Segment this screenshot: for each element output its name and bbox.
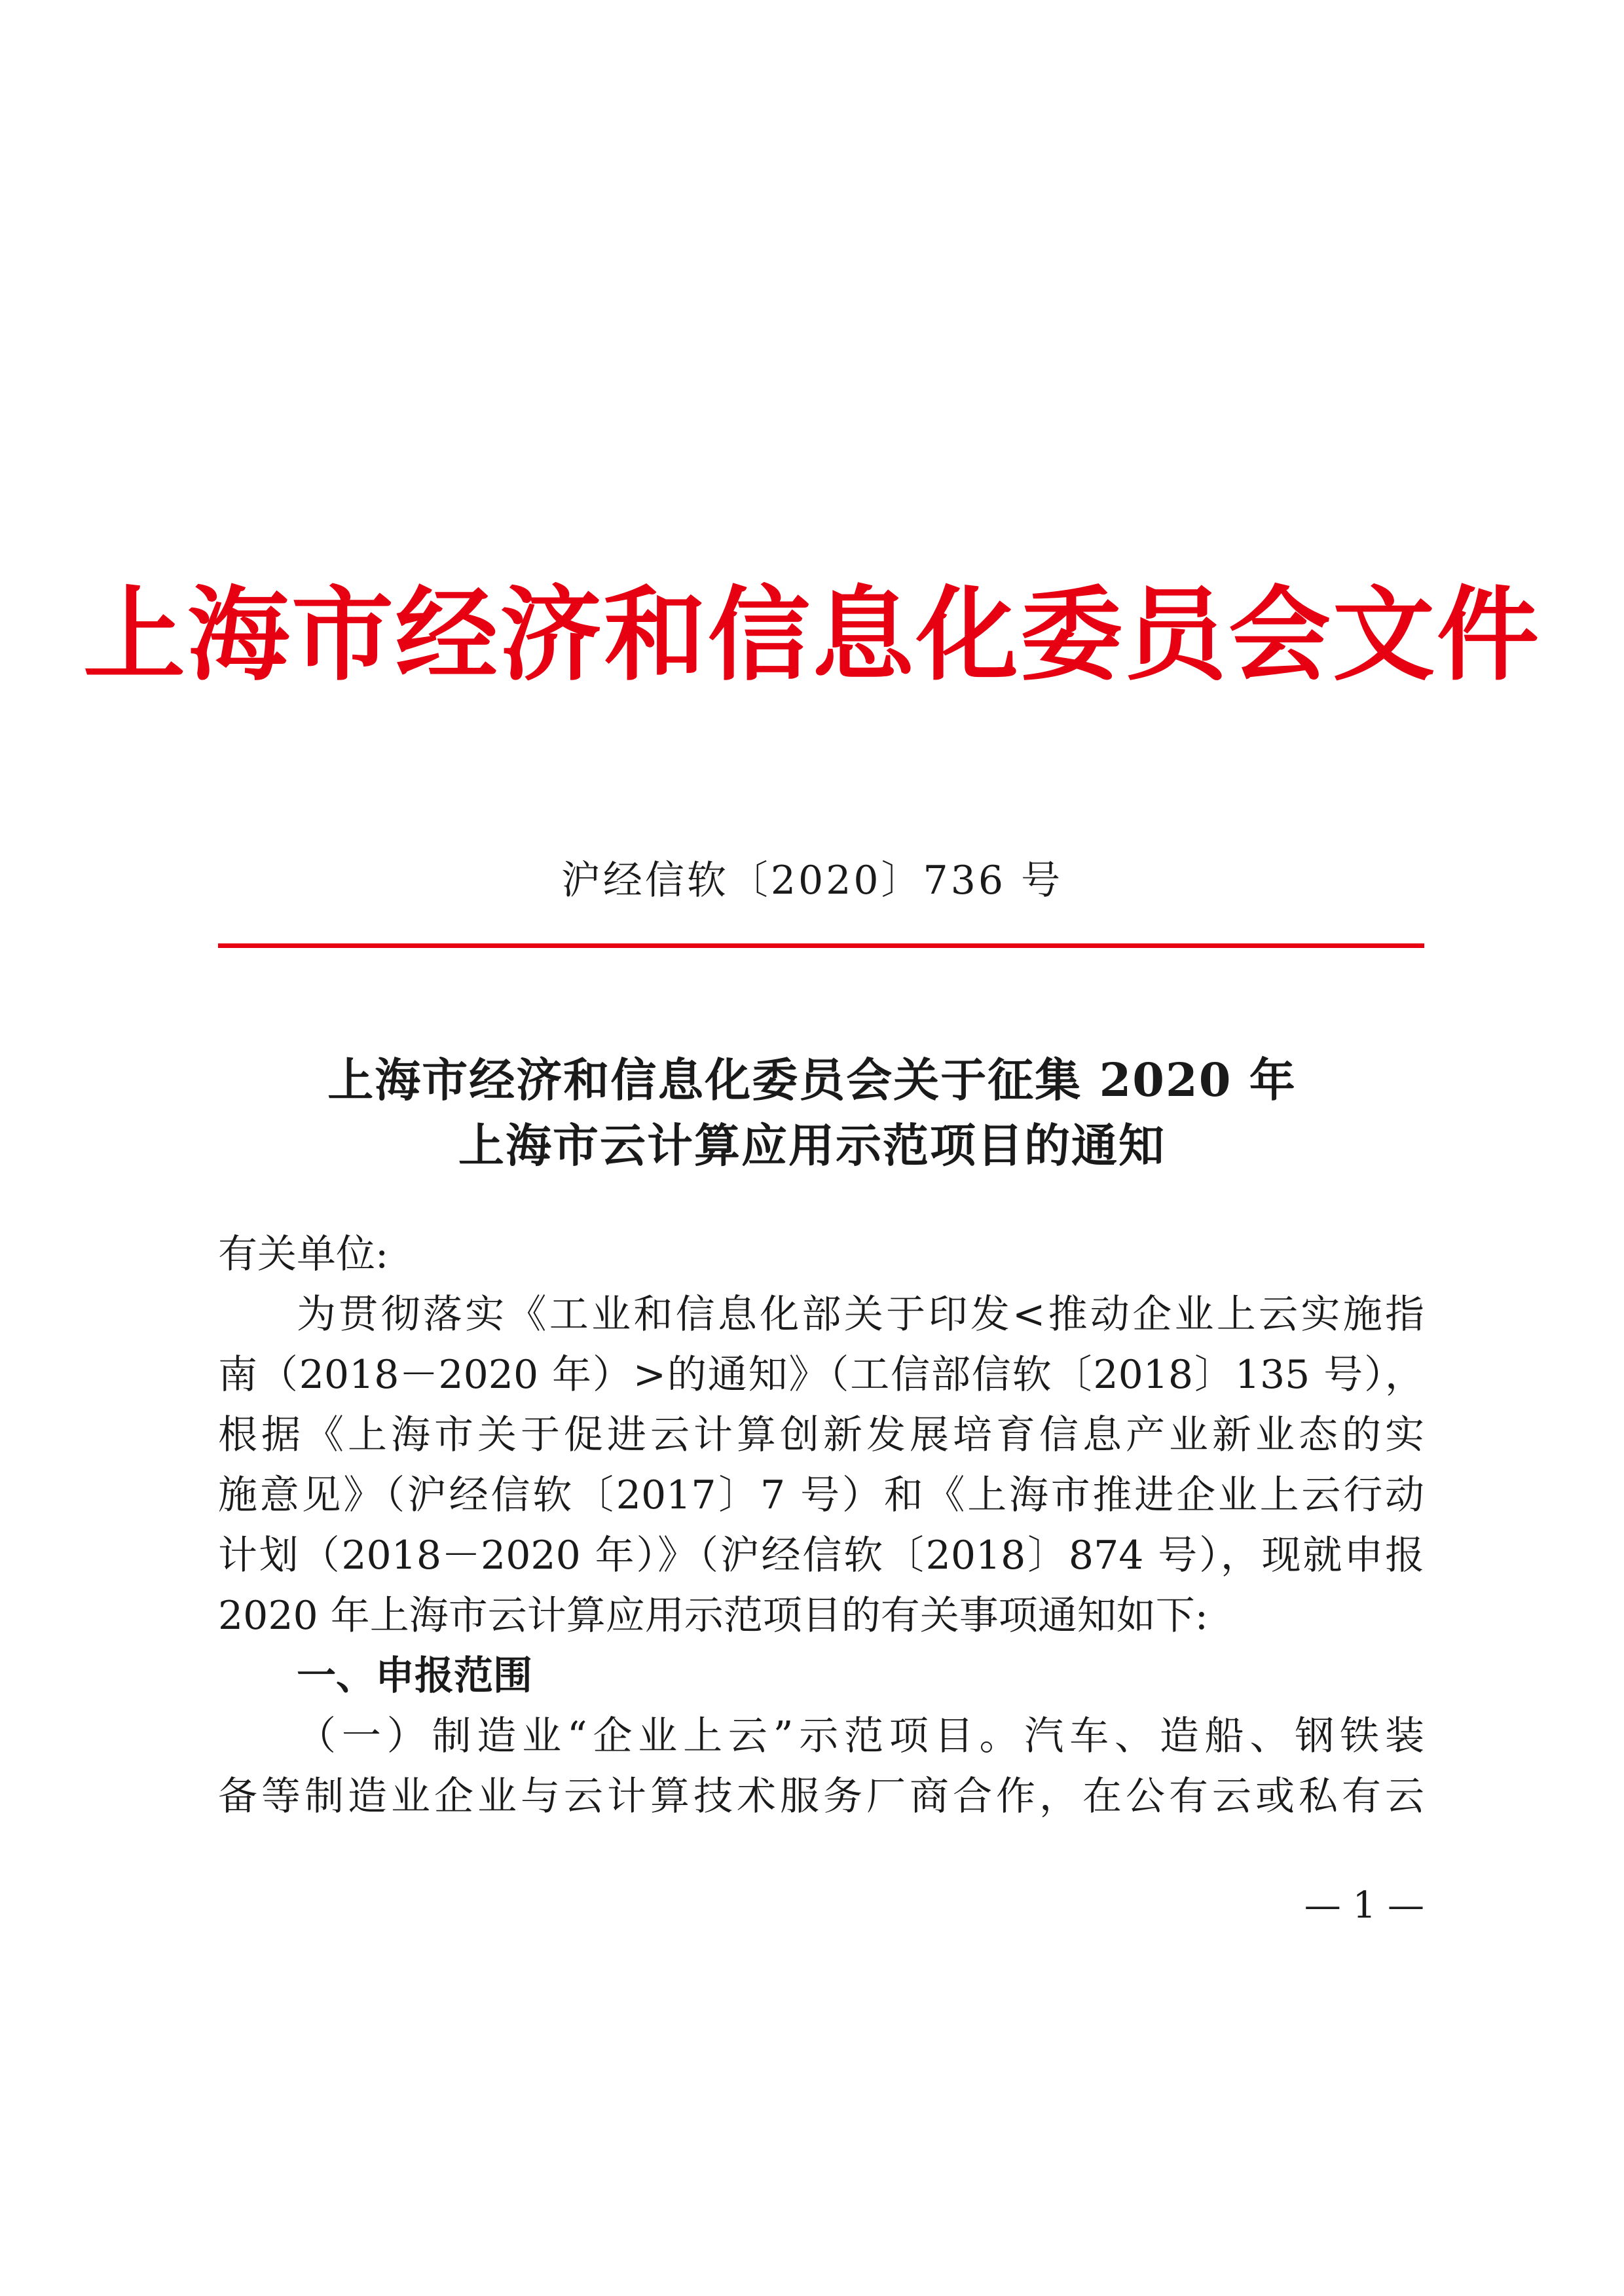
page-number: — 1 — [1304, 1884, 1424, 1927]
body-line-3: 根据《上海市关于促进云计算创新发展培育信息产业新业态的实 [218, 1412, 1424, 1458]
salutation: 有关单位: [218, 1231, 389, 1277]
notice-title-line-2: 上海市云计算应用示范项目的通知 [458, 1118, 1166, 1173]
body-line-5: 计划（2018－2020 年）》（沪经信软〔2018〕874 号），现就申报 [218, 1533, 1424, 1578]
body-line-6: 2020 年上海市云计算应用示范项目的有关事项通知如下: [218, 1593, 1208, 1639]
document-number: 沪经信软〔2020〕736 号 [561, 858, 1063, 903]
body-line-4: 施意见》（沪经信软〔2017〕7 号）和《上海市推进企业上云行动 [218, 1472, 1424, 1518]
body-line-1: 为贯彻落实《工业和信息化部关于印发<推动企业上云实施指 [297, 1292, 1424, 1338]
body-line-2: 南（2018－2020 年）>的通知》（工信部信软〔2018〕135 号）， [218, 1352, 1424, 1398]
section-heading-scope: 一、申报范围 [297, 1653, 532, 1699]
section-1-line-2: 备等制造业企业与云计算技术服务厂商合作，在公有云或私有云 [218, 1774, 1424, 1819]
document-header-title: 上海市经济和信息化委员会文件 [83, 575, 1541, 695]
red-separator-line [218, 943, 1424, 948]
notice-title-line-1: 上海市经济和信息化委员会关于征集 2020 年 [327, 1053, 1297, 1107]
section-1-line-1: （一）制造业“企业上云”示范项目。汽车、造船、钢铁装 [297, 1713, 1424, 1759]
